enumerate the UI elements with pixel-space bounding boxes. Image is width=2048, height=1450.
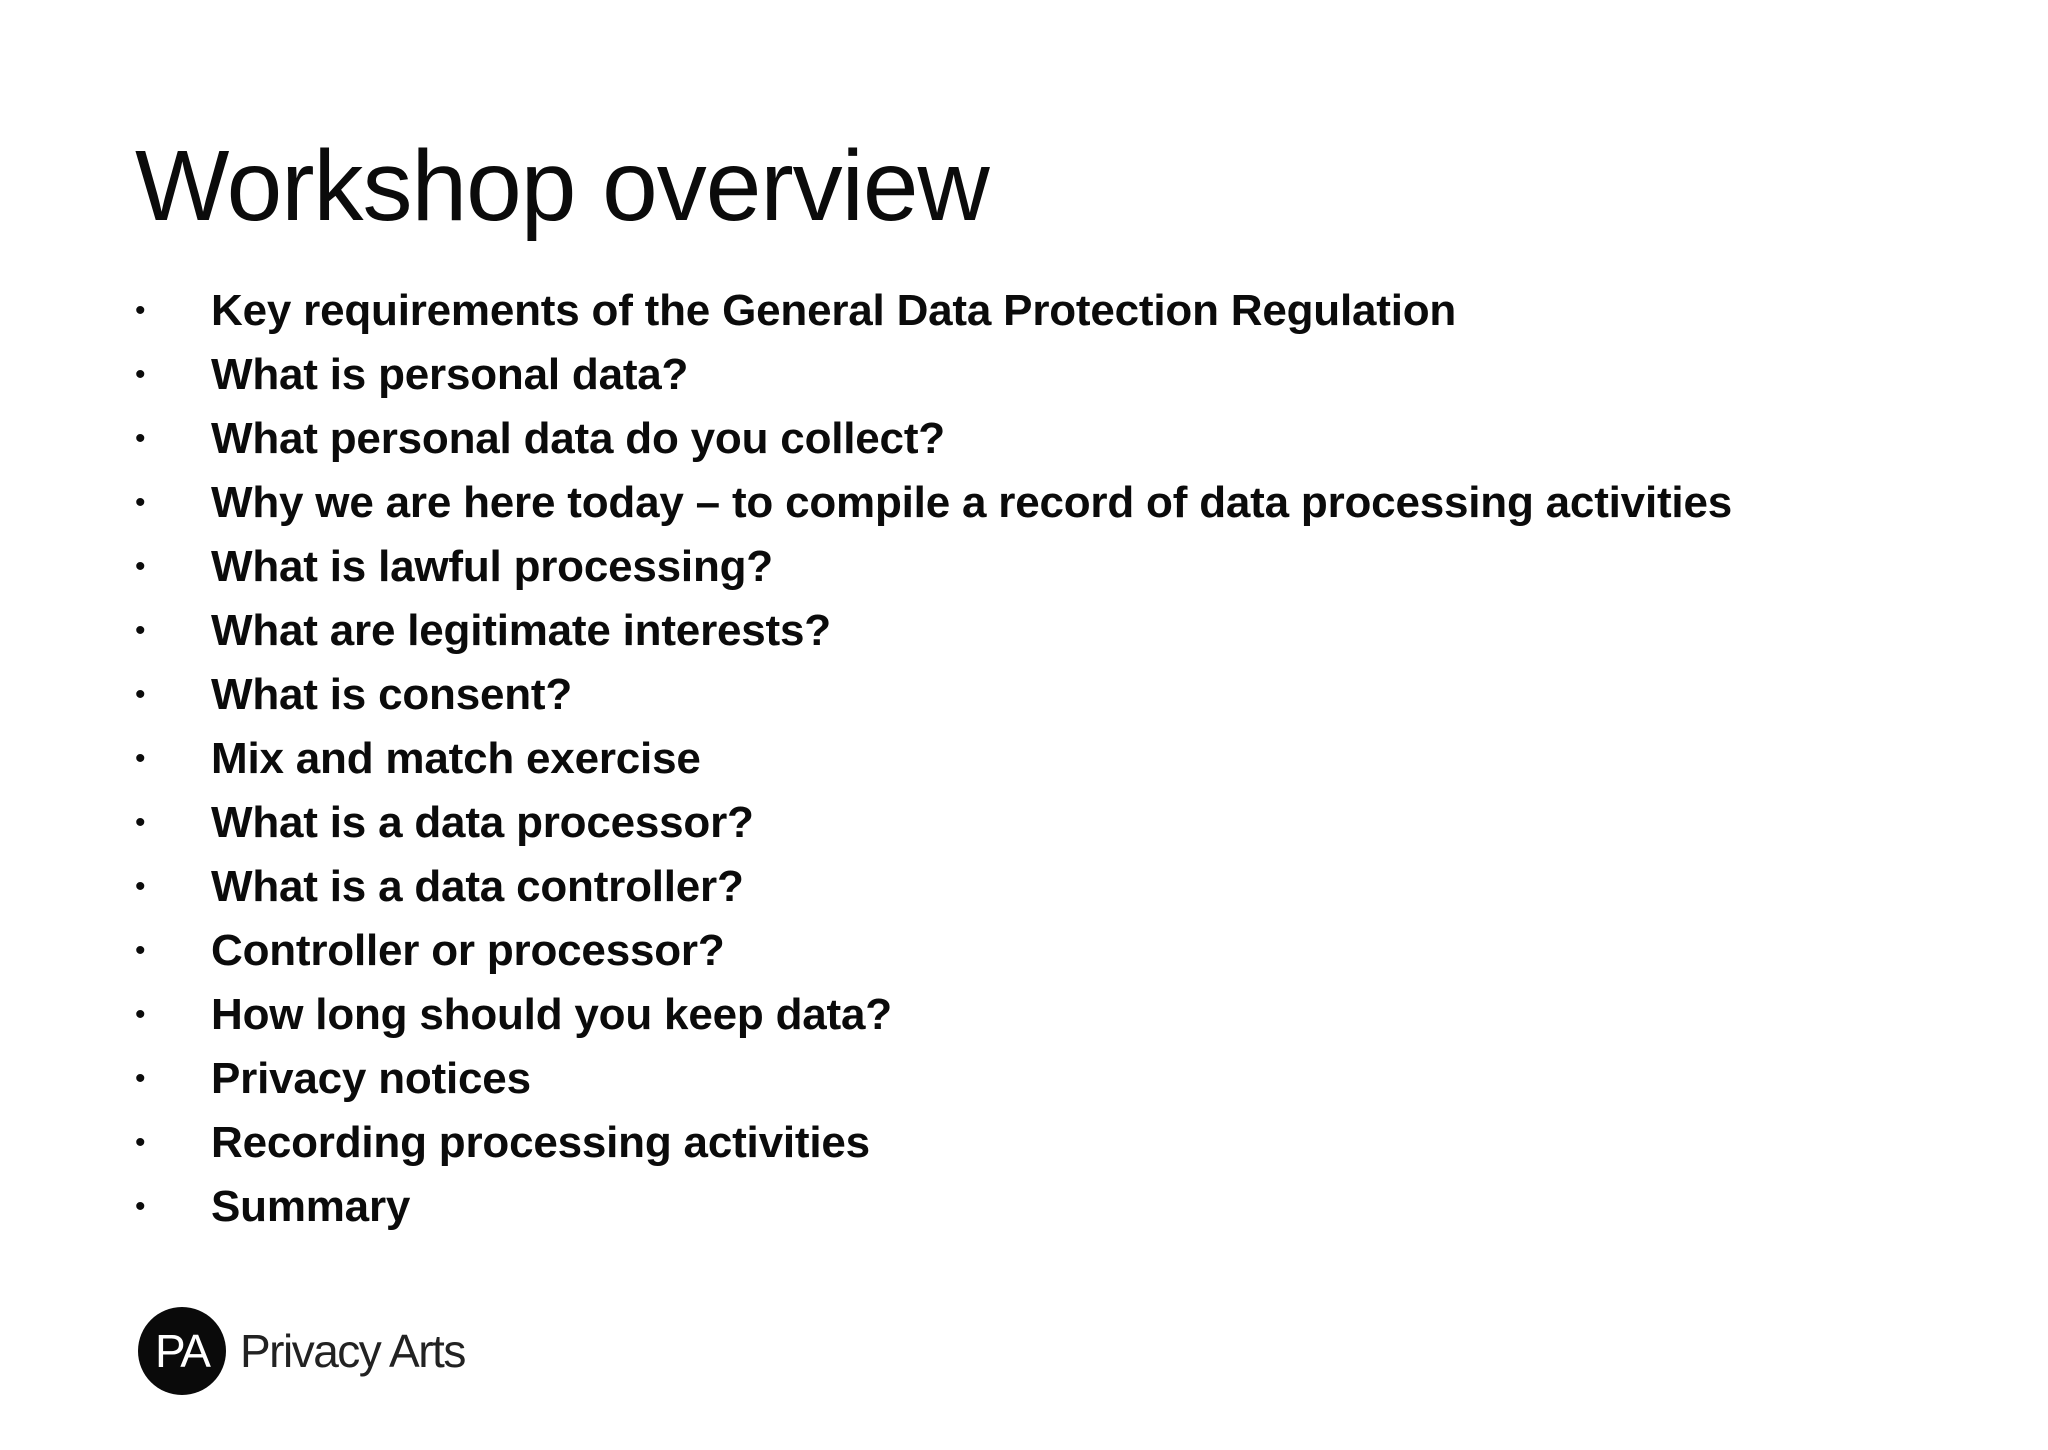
agenda-item [135,1055,1732,1119]
agenda-item [135,287,1732,351]
agenda-item-text: Key requirements of the General Data Protection Regulation [211,286,1457,335]
agenda-item [135,799,1732,863]
bullet-icon: • [135,1190,146,1223]
bullet-icon: • [135,358,146,391]
slide-title: Workshop overview [135,130,989,242]
bullet-icon: • [135,614,146,647]
agenda-item [135,351,1732,415]
agenda-item [135,671,1732,735]
agenda-item [135,1183,1732,1247]
bullet-icon: • [135,1126,146,1159]
agenda-list [135,287,1732,1247]
agenda-item [135,991,1732,1055]
bullet-icon: • [135,742,146,775]
agenda-item-text: Controller or processor? [211,926,725,975]
agenda-item [135,735,1732,799]
agenda-item-text: Mix and match exercise [211,734,701,783]
agenda-item-text: What is a data processor? [211,798,754,847]
agenda-item-text: Why we are here today – to compile a record of data processing activities [211,478,1732,527]
agenda-item-text: What is a data controller? [211,862,744,911]
agenda-item [135,607,1732,671]
bullet-icon: • [135,486,146,519]
bullet-icon: • [135,678,146,711]
bullet-icon: • [135,294,146,327]
agenda-item-text: What personal data do you collect? [211,414,945,463]
privacy-arts-logo [138,1307,465,1395]
bullet-icon: • [135,934,146,967]
agenda-item [135,543,1732,607]
agenda-item-text: Privacy notices [211,1054,531,1103]
agenda-item [135,863,1732,927]
agenda-item [135,415,1732,479]
agenda-item-text: What is consent? [211,670,573,719]
bullet-icon: • [135,422,146,455]
agenda-item-text: Recording processing activities [211,1118,870,1167]
agenda-item-text: What are legitimate interests? [211,606,831,655]
agenda-item [135,1119,1732,1183]
agenda-item [135,927,1732,991]
bullet-icon: • [135,550,146,583]
bullet-icon: • [135,1062,146,1095]
agenda-item [135,479,1732,543]
bullet-icon: • [135,806,146,839]
logo-mark-icon: PA [138,1307,226,1395]
agenda-item-text: What is personal data? [211,350,689,399]
agenda-item-text: What is lawful processing? [211,542,773,591]
logo-wordmark: Privacy Arts [240,1325,465,1377]
agenda-item-text: How long should you keep data? [211,990,892,1039]
bullet-icon: • [135,998,146,1031]
bullet-icon: • [135,870,146,903]
agenda-item-text: Summary [211,1182,411,1231]
